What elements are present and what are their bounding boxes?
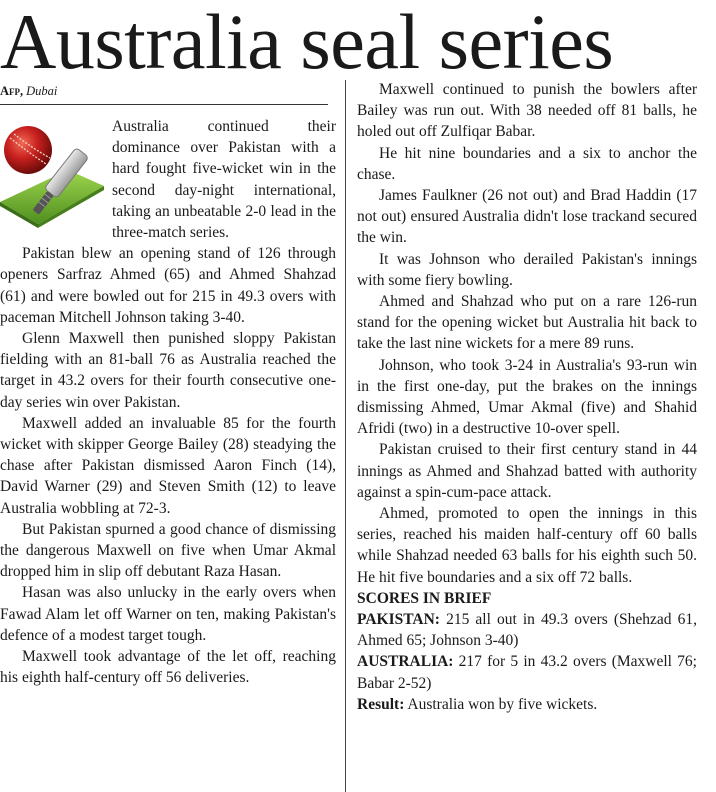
score-australia-text: 217 for 5 in 43.2 overs (Maxwell 76; Babar 2-52) — [357, 653, 697, 692]
score-pakistan — [357, 609, 697, 651]
body-paragraph: But Pakistan spurned a good chance of dismissing the dangerous Maxwell on five when Umar Akmal dropped him in slip off debutant Raza Hasan. — [0, 520, 336, 581]
lead-paragraph: Australia continued their dominance over Pakistan with a hard fought five-wicket win in the second day-night international, taking an unbeatable 2-0 lead in the three-match series. — [112, 118, 336, 242]
byline — [0, 84, 57, 99]
byline-rule — [0, 104, 328, 105]
body-paragraph: Maxwell continued to punish the bowlers after Bailey was run out. With 38 needed off 81 balls, he holed out off Zulfiqar Babar. — [357, 81, 697, 141]
body-paragraph: Ahmed, promoted to open the innings in this series, reached his maiden half-century off 60 balls while Shahzad needed 63 balls for his eighth such 50. He hit five boundaries and a six off 72 balls. — [357, 505, 697, 586]
body-paragraph: James Faulkner (26 not out) and Brad Haddin (17 not out) ensured Australia didn't lose trackand secured the win. — [357, 187, 697, 247]
score-result — [357, 694, 697, 715]
headline: Australia seal series — [0, 0, 614, 85]
left-column — [0, 116, 336, 688]
score-result-text: Australia won by five wickets. — [407, 695, 598, 713]
score-australia — [357, 651, 697, 693]
body-paragraph: Hasan was also unlucky in the early overs when Fawad Alam let off Warner on ten, making Pakistan's defence of a modest target tough. — [0, 584, 336, 644]
body-paragraph: It was Johnson who derailed Pakistan's innings with some fiery bowling. — [357, 250, 697, 289]
body-paragraph: He hit nine boundaries and a six to anchor the chase. — [357, 144, 697, 183]
score-pakistan-text: 215 all out in 49.3 overs (Shehzad 61, Ahmed 65; Johnson 3-40) — [357, 611, 697, 650]
body-paragraph: Pakistan blew an opening stand of 126 through openers Sarfraz Ahmed (65) and Ahmed Shahzad (61) and were bowled out for 215 in 49.3 overs with paceman Mitchell Johnson taking 3-40. — [0, 245, 336, 326]
body-paragraph: Ahmed and Shahzad who put on a rare 126-run stand for the opening wicket but Australia hit back to take the last nine wickets for a mere 89 runs. — [357, 293, 697, 353]
score-result-label: Result: — [357, 695, 405, 713]
column-divider — [345, 80, 346, 792]
body-paragraph: Glenn Maxwell then punished sloppy Pakistan fielding with an 81-ball 76 as Australia reached the target in 43.2 overs for their fourth consecutive one-day series win over Pakistan. — [0, 330, 336, 411]
scores-heading: SCORES IN BRIEF — [357, 589, 492, 607]
right-column — [357, 79, 697, 715]
score-australia-label: AUSTRALIA: — [357, 653, 454, 671]
score-pakistan-label: PAKISTAN: — [357, 611, 440, 629]
body-paragraph: Pakistan cruised to their first century stand in 44 innings as Ahmed and Shahzad batted with authority against a spin-cum-pace attack. — [357, 441, 697, 501]
body-paragraph: Johnson, who took 3-24 in Australia's 93-run win in the first one-day, put the brakes on the innings dismissing Ahmed, Umar Akmal (five) and Shahid Afridi (two) in a destructive 10-over spell. — [357, 356, 697, 438]
cricket-ball-bat-icon — [0, 116, 106, 228]
body-paragraph: Maxwell added an invaluable 85 for the fourth wicket with skipper George Bailey (28) steadying the chase after Pakistan dismissed Aaron Finch (14), David Warner (29) and Steven Smith (12) to leave Australia wobbling at 72-3. — [0, 414, 336, 517]
body-paragraph: Maxwell took advantage of the let off, reaching his eighth half-century off 56 deliveries. — [0, 648, 336, 687]
byline-place: Dubai — [26, 84, 58, 98]
byline-agency: Afp, — [0, 84, 24, 98]
